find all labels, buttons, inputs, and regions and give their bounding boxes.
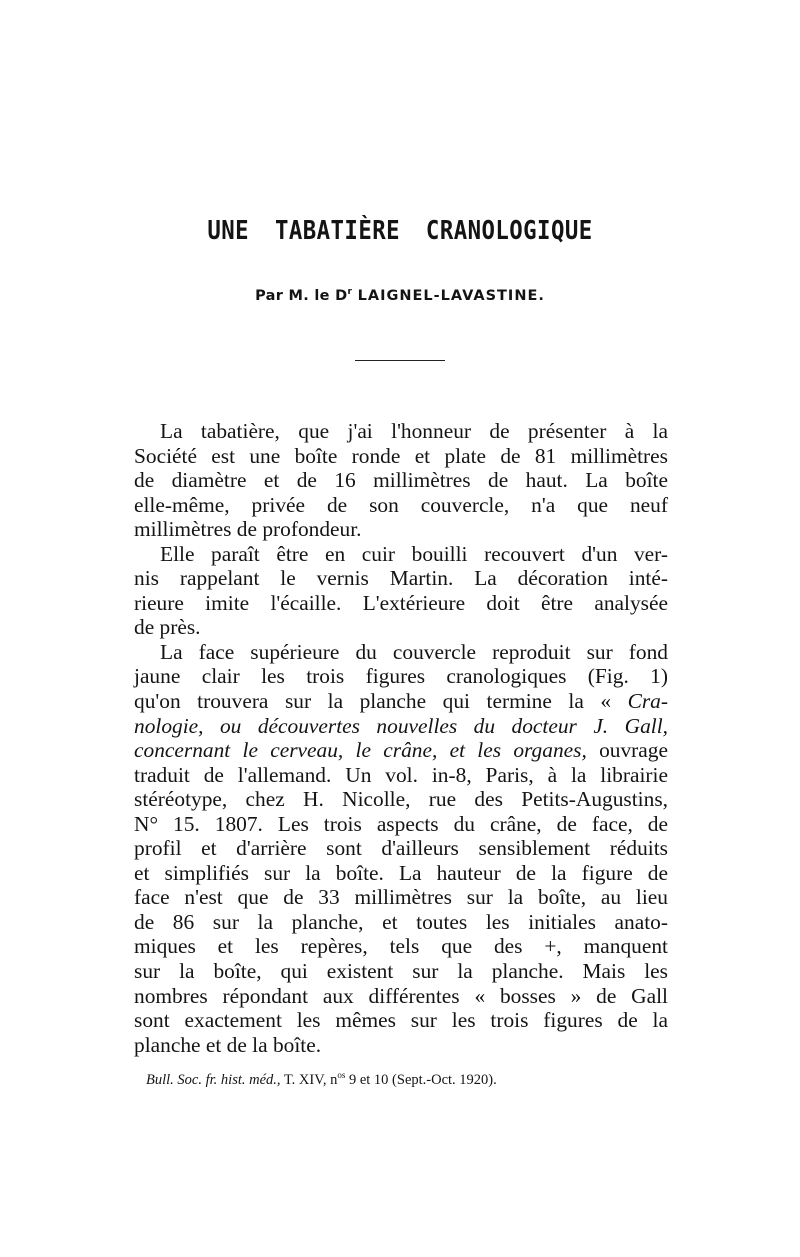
body-line-segment-italic: concernant le cerveau, le crâne, et les organes, [134,738,587,763]
body-line: nis rappelant le vernis Martin. La décoration inté- [134,566,668,591]
body-line: elle-même, privée de son couvercle, n'a que neuf [134,492,668,517]
body-line: nombres répondant aux différentes « bosses » de Gall [134,983,668,1008]
body-line-segment: ouvrage [586,738,668,763]
body-line: et simplifiés sur la boîte. La hauteur de la figure de [134,860,668,885]
body-line [134,689,668,714]
body-line-segment-italic: Cra- [627,689,668,714]
body-line: jaune clair les trois figures cranologiques (Fig. 1) [134,664,668,689]
citation-journal: Bull. Soc. fr. hist. méd., [146,1071,281,1088]
article-title: UNE TABATIÈRE CRANOLOGIQUE [207,216,593,246]
body-line: de diamètre et de 16 millimètres de haut. La boîte [134,468,668,493]
body-line: profil et d'arrière sont d'ailleurs sensiblement réduits [134,836,668,861]
citation-volume: T. XIV, n [280,1071,338,1088]
body-line: de 86 sur la planche, et toutes les initiales anato- [134,909,668,934]
citation-volume-superscript: os [337,1070,346,1080]
body-line: N° 15. 1807. Les trois aspects du crâne, de face, de [134,811,668,836]
body-line: Elle paraît être en cuir bouilli recouvert d'un ver- [160,541,668,566]
body-line: sont exactement les mêmes sur les trois figures de la [134,1008,668,1033]
body-line: La face supérieure du couvercle reproduit sur fond [160,639,668,664]
body-line: nologie, ou découvertes nouvelles du docteur J. Gall, [134,713,668,738]
body-line: stéréotype, chez H. Nicolle, rue des Petits-Augustins, [134,787,668,812]
body-line: rieure imite l'écaille. L'extérieure doit être analysée [134,590,668,615]
byline-prefix: Par M. le D [255,287,348,304]
body-line: millimètres de profondeur. [134,517,362,542]
citation-footer [146,1070,666,1089]
citation-issue: 9 et 10 (Sept.-Oct. 1920). [345,1071,497,1088]
body-line [134,738,668,763]
body-line: miques et les repères, tels que des +, manquent [134,934,668,959]
body-line: sur la boîte, qui existent sur la planche. Mais les [134,959,668,984]
byline-prefix-superscript: r [347,287,353,297]
body-line-segment: qu'on trouvera sur la planche qui termine la « [134,689,628,714]
body-line: traduit de l'allemand. Un vol. in-8, Paris, à la librairie [134,762,668,787]
title-separator-rule [355,360,445,361]
body-line: La tabatière, que j'ai l'honneur de présenter à la [160,419,668,443]
article-body [134,419,668,1057]
body-line: Société est une boîte ronde et plate de 81 millimètres [134,443,668,468]
body-line: de près. [134,615,201,640]
article-byline [0,287,800,304]
body-line: face n'est que de 33 millimètres sur la boîte, au lieu [134,885,668,910]
byline-author: LAIGNEL-LAVASTINE. [357,287,545,304]
body-line: planche et de la boîte. [134,1032,322,1057]
